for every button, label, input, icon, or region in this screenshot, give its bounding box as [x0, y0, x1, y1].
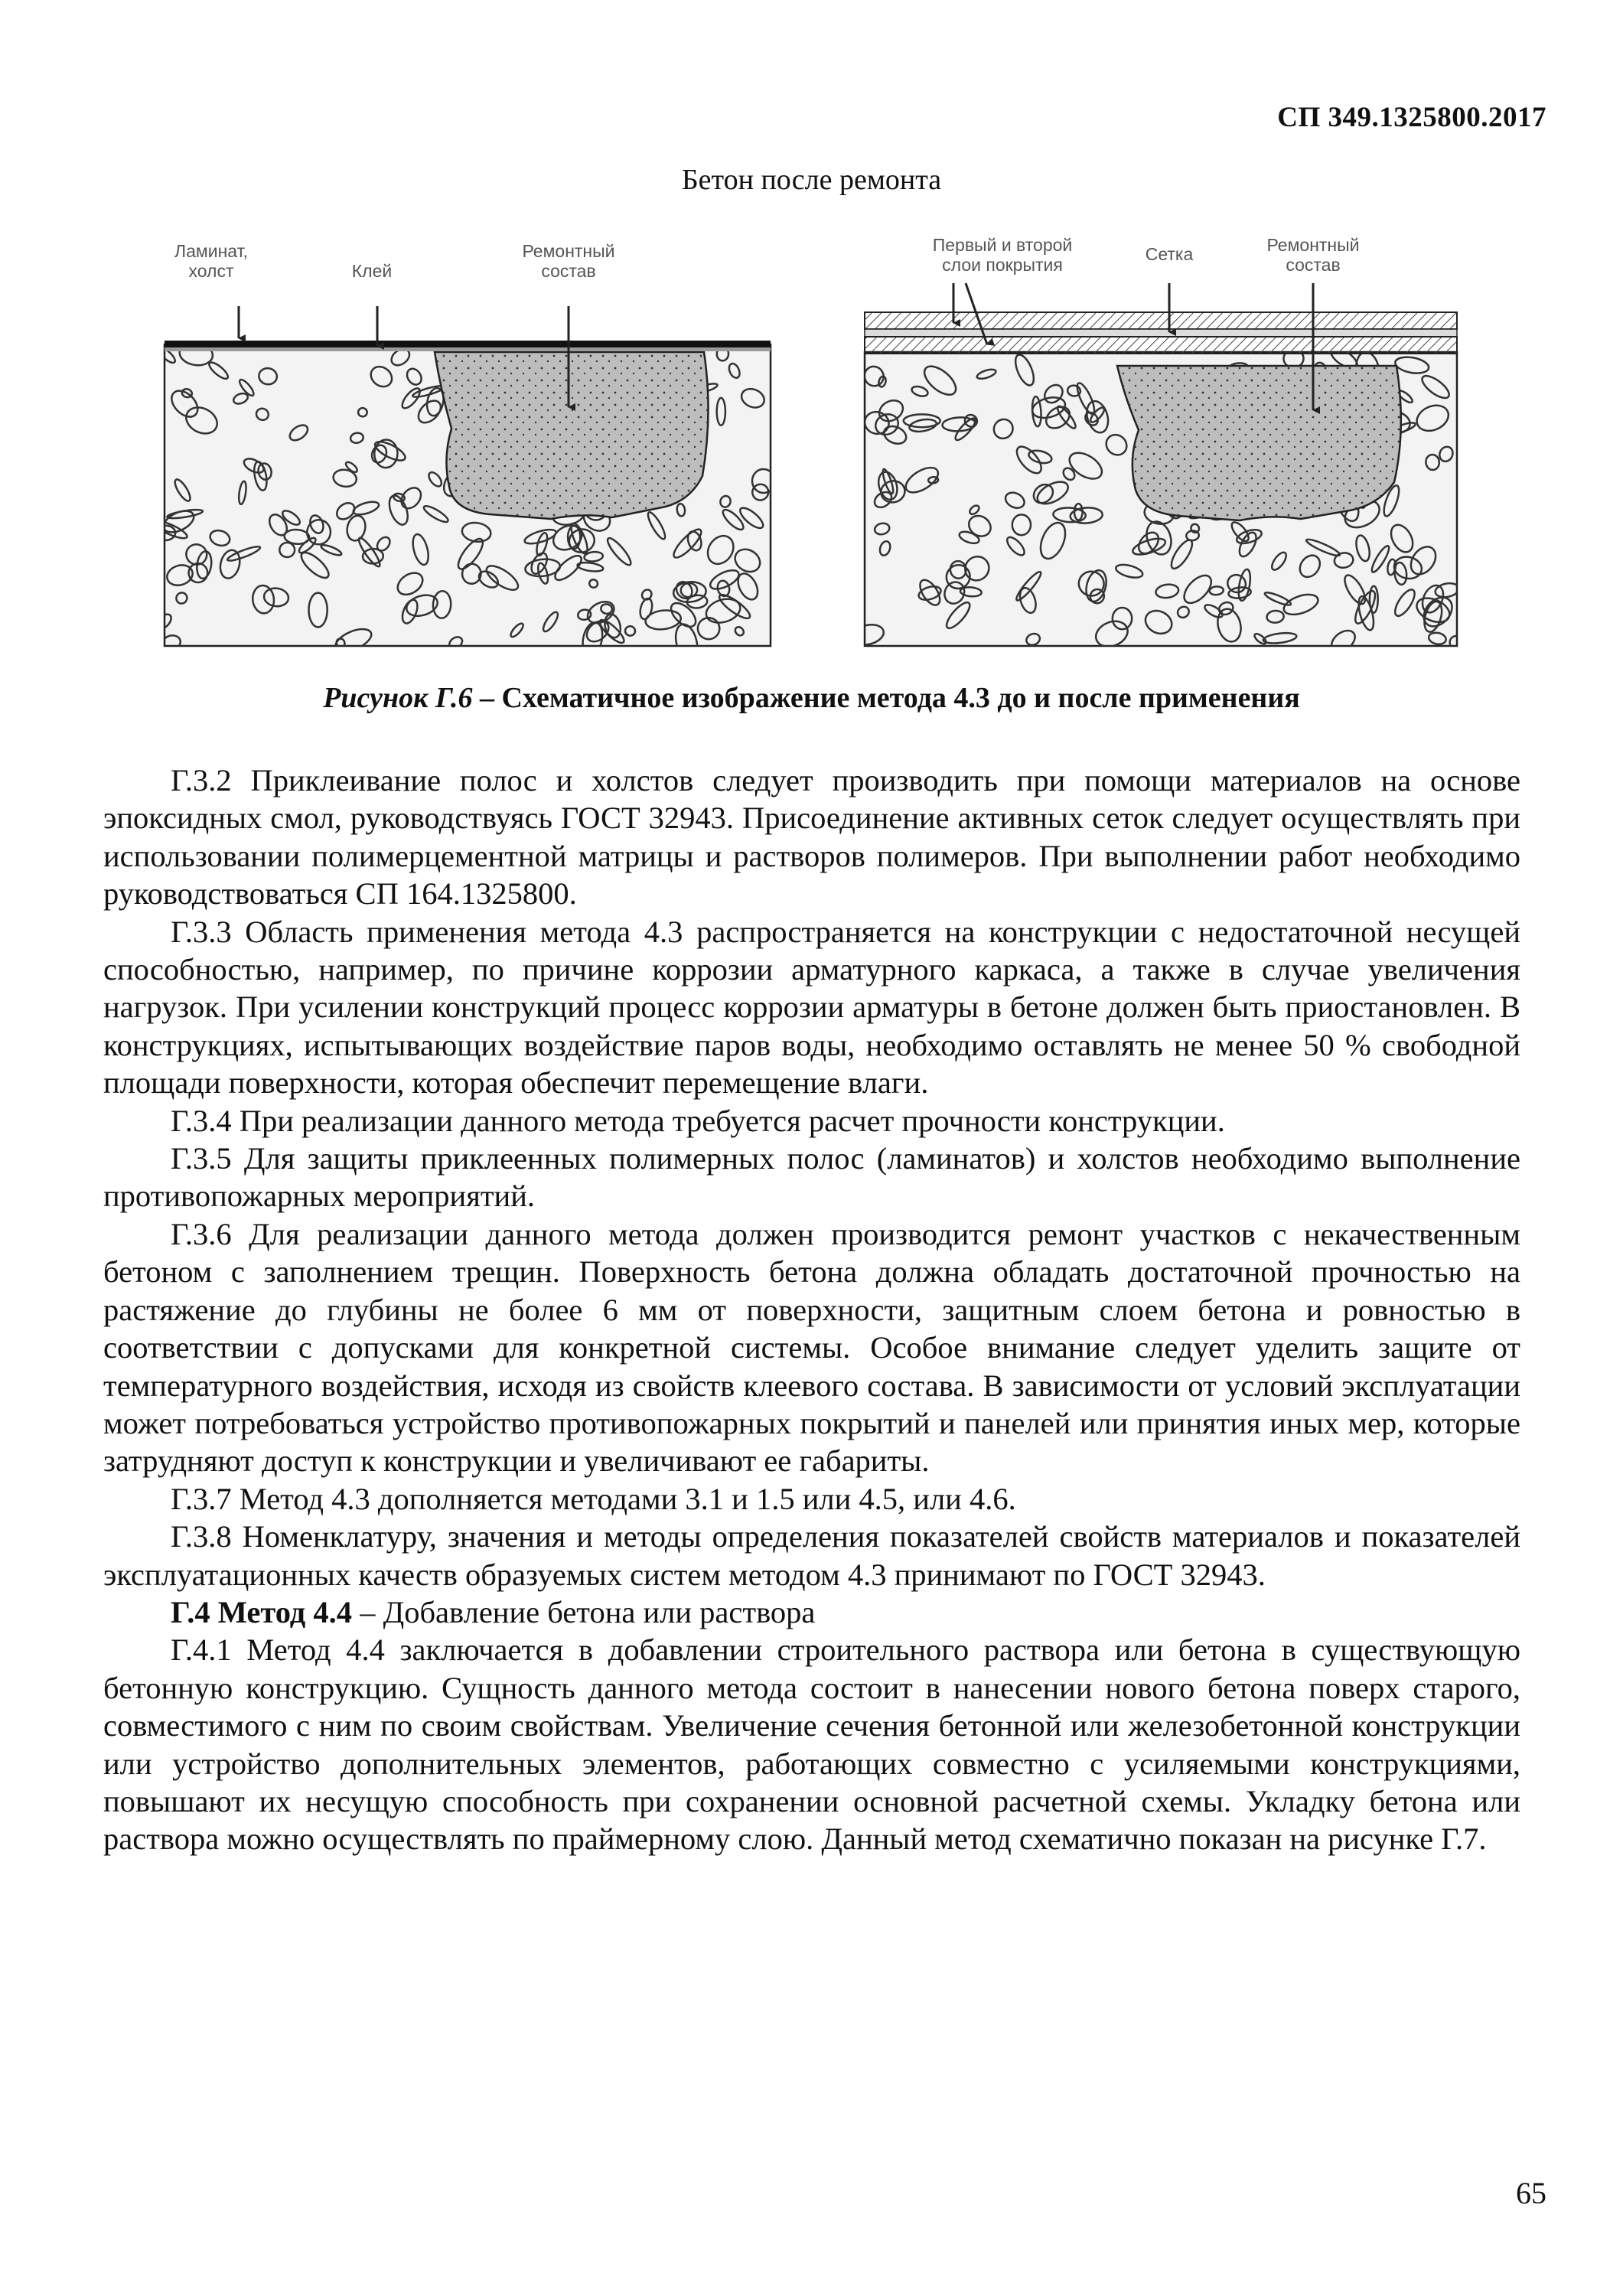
body-text — [103, 762, 1520, 1858]
left-panel-diagram — [152, 241, 775, 658]
label-coating-1: Первый и второй — [932, 235, 1073, 255]
mesh-layer — [865, 329, 1457, 337]
paragraph-g3-4: Г.3.4 При реализации данного метода требуется расчет прочности конструкции. — [171, 1103, 1225, 1138]
coating-layer-1 — [865, 337, 1457, 354]
label-repair-right-1: Ремонтный — [1266, 235, 1360, 255]
figure-title: Бетон после ремонта — [681, 164, 942, 196]
label-mesh: Сетка — [1145, 244, 1194, 264]
label-coating-2: слои покрытия — [942, 255, 1063, 275]
paragraph-g3-3: Г.3.3 Область применения метода 4.3 распространяется на конструкции с недостаточной несущей способностью, например, по причине коррозии арматурного каркаса, а также в случае увеличения нагрузок. При усилении конструкций процесс коррозии арматуры в бетоне должен быть приостановлен. В конструкциях, испытывающих воздействие паров воды, необходимо оставлять не менее 50 % свободной площади поверхности, которая обеспечит перемещение влаги. — [103, 914, 1520, 1101]
right-panel-diagram — [850, 235, 1465, 656]
section-heading-bold: Г.4 Метод 4.4 — [171, 1594, 353, 1629]
section-heading-g4 — [103, 1593, 1520, 1631]
page-number: 65 — [1516, 2176, 1546, 2210]
paragraph-g3-5: Г.3.5 Для защиты приклеенных полимерных полос (ламинатов) и холстов необходимо выполнение противопожарных мероприятий. — [103, 1141, 1520, 1214]
label-laminate-2: холст — [188, 261, 234, 281]
label-repair-left-1: Ремонтный — [522, 241, 615, 261]
paragraph-g3-8: Г.3.8 Номенклатуру, значения и методы определения показателей свойств материалов и показателей эксплуатационных качеств образуемых систем методом 4.3 принимают по ГОСТ 32943. — [103, 1519, 1520, 1592]
section-heading-text: – Добавление бетона или раствора — [352, 1594, 816, 1629]
figure-g6 — [0, 230, 1623, 658]
glue-layer — [165, 347, 771, 351]
label-laminate-1: Ламинат, — [174, 241, 248, 261]
figure-caption — [0, 681, 1623, 715]
paragraph-g3-6: Г.3.6 Для реализации данного метода должен производится ремонт участков с некачественным бетоном с заполнением трещин. Поверхность бетона должна обладать достаточной прочностью на растяжение до глубины не более 6 мм от поверхности, защитным слоем бетона и ровностью в соответствии с допусками для конкретной системы. Особое внимание следует уделить защите от температурного воздействия, исходя из свойств клеевого состава. В зависимости от условий эксплуатации может потребоваться устройство противопожарных покрытий и панелей или принятия иных мер, которые затрудняют доступ к конструкции и увеличивают ее габариты. — [103, 1216, 1520, 1479]
label-repair-left-2: состав — [541, 261, 596, 281]
paragraph-g4-1: Г.4.1 Метод 4.4 заключается в добавлении строительного раствора или бетона в существующую бетонную конструкцию. Сущность данного метода состоит в нанесении нового бетона поверх старого, совместимого с ним по своим свойствам. Увеличение сечения бетонной или железобетонной конструкции или устройство дополнительных элементов, работающих совместно с усиляемыми конструкциями, повышают их несущую способность при сохранении основной расчетной схемы. Укладку бетона или раствора можно осуществлять по праймерному слою. Данный метод схематично показан на рисунке Г.7. — [103, 1632, 1520, 1857]
laminate-strip — [165, 341, 771, 347]
paragraph-g3-7: Г.3.7 Метод 4.3 дополняется методами 3.1 и 1.5 или 4.5, или 4.6. — [171, 1481, 1016, 1516]
label-repair-right-2: состав — [1286, 255, 1341, 275]
caption-text: – Схематичное изображение метода 4.3 до и после применения — [472, 682, 1300, 714]
paragraph-g3-2: Г.3.2 Приклеивание полос и холстов следует производить при помощи материалов на основе эпоксидных смол, руководствуясь ГОСТ 32943. Присоединение активных сеток следует осуществлять при использовании полимерцементной матрицы и растворов полимеров. При выполнении работ необходимо руководствоваться СП 164.1325800. — [103, 763, 1520, 912]
label-glue: Клей — [351, 261, 393, 281]
caption-label: Рисунок Г.6 — [323, 682, 473, 714]
document-code: СП 349.1325800.2017 — [1277, 102, 1546, 133]
